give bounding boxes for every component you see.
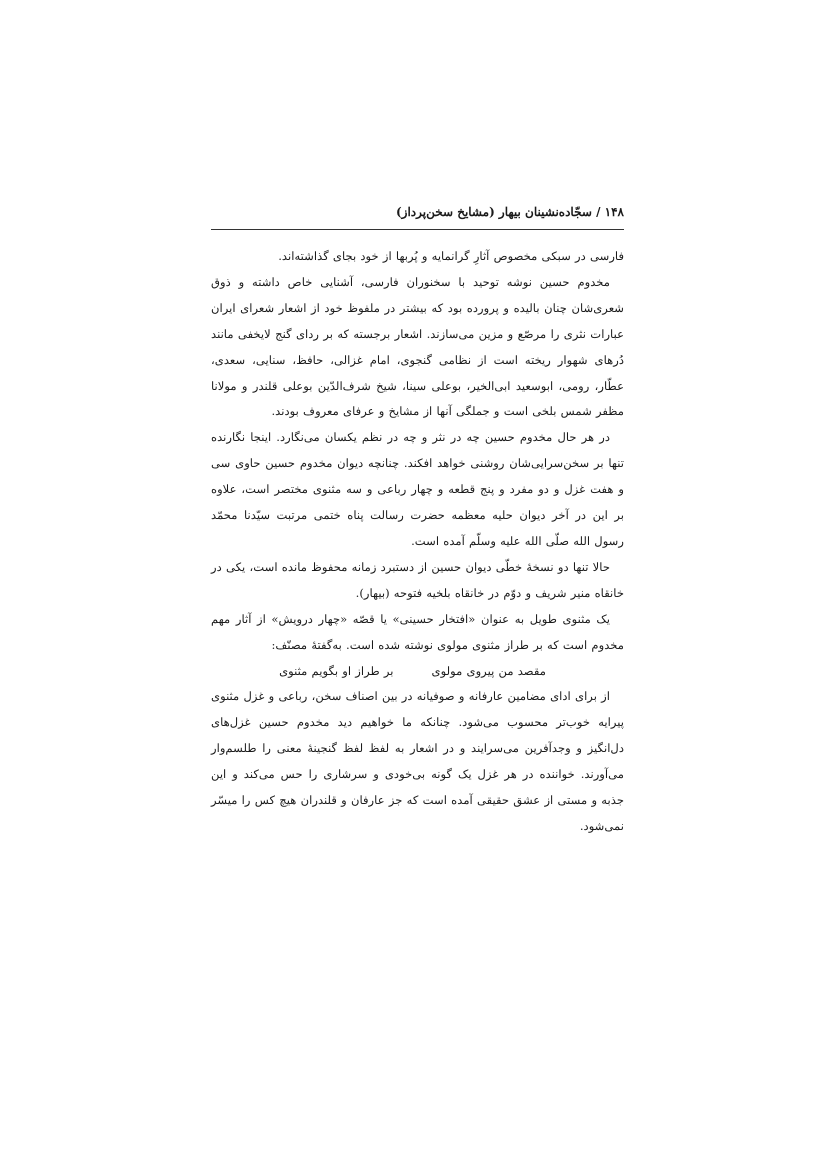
paragraph: فارسی در سبکی مخصوص آثارِ گرانمایه و پُربها از خود بجای گذاشته‌اند. (278, 249, 624, 263)
running-header (211, 203, 624, 221)
header-separator: / (596, 205, 601, 219)
verse-hemistich-1: مقصد من پیروی مولوی (431, 663, 546, 678)
verse-couplet (211, 659, 624, 685)
header-rule (211, 229, 624, 230)
paragraph: در هر حال مخدوم حسین چه در نثر و چه در نظم یکسان می‌نگارد. اینجا نگارنده تنها بر سخن‌سرایی‌شان روشنی خواهد افکند. چنانچه دیوان مخدوم حسین حاوی سی و هفت غزل و دو مفرد و پنج قطعه و چهار رباعی و سه مثنوی مختصر است، علاوه بر این در آخر دیوان حلیه معظمه حضرت رسالت پناه ختمی مرتبت سیّدنا محمّد رسول الله صلّی الله علیه وسلّم آمده است. (211, 430, 624, 548)
paragraph: یک مثنوی طویل به عنوان «افتخار حسینی» یا قصّه «چهار درویش» از آثار مهم مخدوم است که بر طراز مثنوی مولوی نوشته شده است. به‌گفتهٔ مصنّف: (211, 611, 624, 652)
body-text (211, 244, 624, 840)
paragraph: از برای ادای مضامین عارفانه و صوفیانه در بین اصناف سخن، رباعی و غزل مثنوی پیرایه خوب‌تر محسوب می‌شود. چنانکه ما خواهیم دید مخدوم حسین غزل‌های دل‌انگیز و وجدآفرین می‌سرایند و در اشعار به لفظ لفظ گنجینهٔ معنی را طلسم‌وار می‌آورند. خواننده در هر غزل یک گونه بی‌خودی و سرشاری را حس می‌کند و این جذبه و مستی از عشق حقیقی آمده است که جز عارفان و قلندران هیچ کس را میسّر نمی‌شود. (211, 689, 624, 833)
running-title: سجّاده‌نشینان بیهار (مشایخ سخن‌پرداز) (395, 205, 592, 219)
paragraph: حالا تنها دو نسخهٔ خطّی دیوان حسین از دستبرد زمانه محفوظ مانده است، یکی در خانقاه منیر شریف و دوّم در خانقاه بلخیه فتوحه (بیهار). (211, 559, 624, 600)
verse-hemistich-2: بر طراز او بگویم مثنوی (279, 663, 394, 678)
paragraph: مخدوم حسین نوشه توحید با سخنوران فارسی، آشنایی خاص داشته و ذوق شعری‌شان چنان بالیده و پرورده بود که بیشتر در ملفوظ خود از اشعار شعرای ایران عبارات نثری را مرصّع و مزین می‌سازند. اشعار برجسته که بر ردای گنج لایخفی مانند دُرهای شهوار ریخته است از نظامی گنجوی، امام غزالی، حافظ، سنایی، سعدی، عطّار، رومی، ابوسعید ابی‌الخیر، بوعلی سینا، شیخ شرف‌الدّین بوعلی قلندر و مولانا مظفر شمس بلخی است و جملگی آنها از مشایخ و عرفای معروف بودند. (211, 274, 624, 419)
page-number: ۱۴۸ (604, 205, 624, 219)
